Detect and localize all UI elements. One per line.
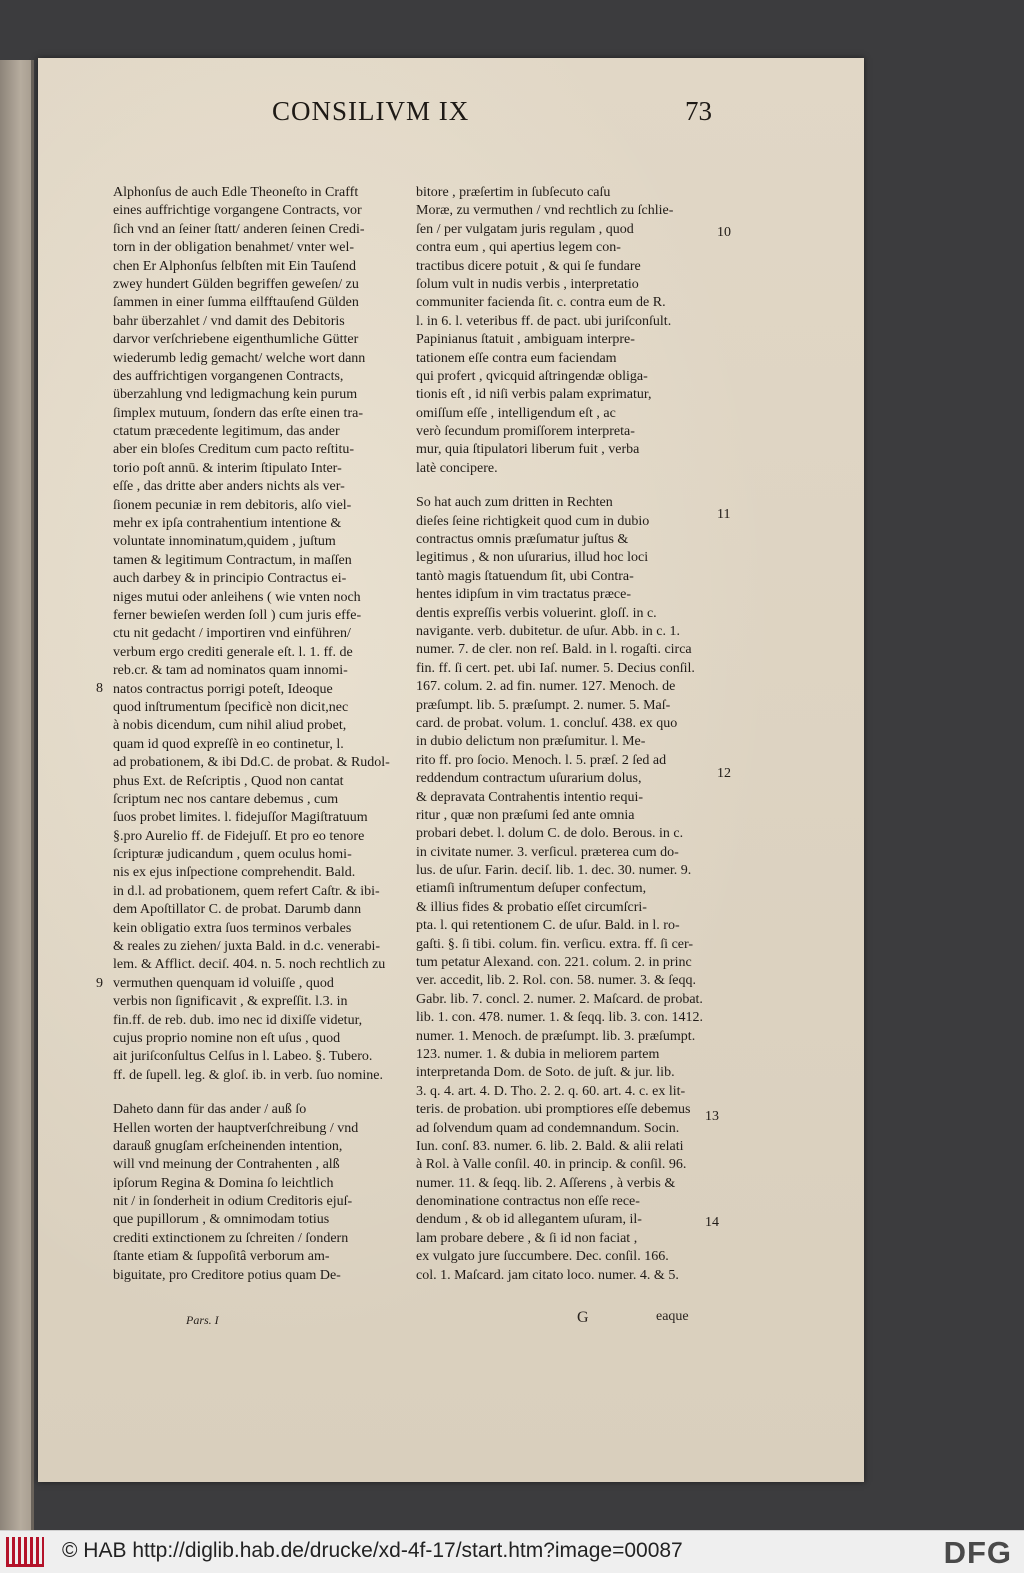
text-line: ſammen in einer ſumma eilfftauſend Gülden [113,295,359,311]
text-line: in dubio delictum non præſumitur. l. Me- [416,734,646,750]
viewer-footer-bar [0,1530,1024,1573]
text-line: lam probare debere , & ſi id non faciat , [416,1230,638,1246]
text-line: Moræ, zu vermuthen / vnd rechtlich zu ſchlie- [416,203,674,219]
text-line: voluntate innominatum,quidem , juſtum [113,534,336,550]
text-line: niges mutui oder anleihens ( wie vnten noch [113,589,361,605]
text-line: navigante. verb. dubitetur. de uſur. Abb. in c. 1. [416,623,681,639]
right-paragraph-1 [416,184,712,478]
text-line: & depravata Contrahentis intentio requi- [416,789,644,805]
text-line: verbis non ſignificavit , & expreſſit. l.3. in [113,994,348,1010]
library-logo-icon [6,1537,44,1567]
left-paragraph-2 [113,1101,405,1285]
adjacent-page-edge [0,60,34,1530]
text-line: auch darbey & in principio Contractus ei- [113,571,347,587]
text-line: gaſti. §. ſi tibi. colum. fin. verſicu. extra. ff. ſi cer- [416,936,694,952]
running-title: CONSILIVM IX [272,96,470,126]
right-paragraph-2 [416,494,712,1285]
text-line: 167. colum. 2. ad fin. numer. 127. Menoch. de [416,679,676,695]
left-text-column [113,184,405,1285]
text-line: Alphonſus de auch Edle Theoneſto in Crafft [113,185,359,200]
text-line: rito ff. pro ſocio. Menoch. l. 5. præſ. 2 ſed ad [416,752,667,768]
text-line: reb.cr. & tam ad nominatos quam innomi- [113,663,348,679]
copyright-url-link[interactable]: © HAB http://diglib.hab.de/drucke/xd-4f-17/start.htm?image=00087 [62,1539,683,1562]
text-line: darauß gnugſam erſcheinenden intention, [113,1138,343,1154]
text-line: ritur , quæ non præſumi ſed ante omnia [416,807,635,823]
text-line: quam id quod expreſſè in eo continetur, l. [113,736,344,752]
text-line: crediti extinctionem zu ſchreiten / ſondern [113,1230,349,1246]
text-line: ad probationem, & ibi Dd.C. de probat. & Rudol- [113,755,390,771]
text-line: phus Ext. de Reſcriptis , Quod non cantat [113,773,344,789]
left-paragraph-1 [113,184,405,1085]
text-line: lem. & Afflict. deciſ. 404. n. 5. noch rechtlich zu [113,957,386,973]
text-line: cujus proprio nomine non eſt uſus , quod [113,1030,341,1046]
margin-note-10: 10 [717,225,731,240]
text-line: ff. de ſupell. leg. & gloſ. ib. in verb. ſuo nomine. [113,1067,383,1083]
text-line: tractibus dicere potuit , & qui ſe fundare [416,258,641,274]
text-line: aber ein bloſes Creditum cum pacto reſtitu- [113,442,355,458]
text-line: tationem eſſe contra eum faciendam [416,350,617,366]
text-line: torio poſt annū. & interim ſtipulato Inter- [113,460,342,476]
text-line: numer. 7. de cler. non reſ. Bald. in l. rogaſti. circa [416,642,692,658]
text-line: nit / in ſonderheit in odium Creditoris ejuſ- [113,1194,353,1210]
text-line: qui profert , qvicquid aſtringendæ obliga- [416,368,648,384]
text-line: Gabr. lib. 7. concl. 2. numer. 2. Maſcard. de probat. [416,991,703,1007]
text-line: zwey hundert Gülden begriffen geweſen/ zu [113,276,359,292]
text-line: ait juriſconſultus Celſus in l. Labeo. §. Tubero. [113,1049,373,1065]
text-line: lus. de uſur. Farin. deciſ. lib. 1. dec. 30. numer. 9. [416,863,692,879]
text-line: ſolum vult in nudis verbis , interpretatio [416,276,639,292]
text-line: kein obligatio extra ſuos terminos verbales [113,920,352,936]
text-line: ſionem pecuniæ in rem debitoris, alſo viel- [113,497,352,513]
text-line: biguitate, pro Creditore potius quam De- [113,1267,341,1283]
text-line: in d.l. ad probationem, quem refert Caſtr. & ibi- [113,883,380,899]
catchword: eaque [656,1309,689,1324]
text-line: des auffrichtigen vorgangenen Contracts, [113,368,344,384]
text-line: eines auffrichtige vorgangene Contracts, vor [113,203,362,219]
text-line: omiſſum eſſe , intelligendum eſt , ac [416,405,616,421]
margin-note-11: 11 [717,507,731,522]
margin-note-9: 9 [96,976,103,991]
text-line: numer. 11. & ſeqq. lib. 2. Aſſerens , à verbis & [416,1175,676,1191]
text-line: eſſe , das dritte aber anders nichts als ver- [113,479,345,495]
text-line: dendum , & ob id allegantem uſuram, il- [416,1212,642,1228]
text-line: ſich vnd an ſeiner ſtatt/ anderen ſeinen Credi- [113,221,365,237]
text-line: Papinianus ſtatuit , ambiguam interpre- [416,332,635,348]
text-line: hentes idipſum in vim tractatus præce- [416,587,632,603]
text-line: Iun. conſ. 83. numer. 6. lib. 2. Bald. & alii relati [416,1138,684,1154]
text-line: & illius fides & probatio eſſet circumſcri- [416,899,647,915]
text-line: à nobis dicendum, cum nihil aliud probet, [113,718,347,734]
text-line: chen Er Alphonſus ſelbſten mit Ein Tauſend [113,258,356,274]
text-line: fin. ff. ſi cert. pet. ubi Iaſ. numer. 5. Decius conſil. [416,660,695,676]
text-line: in civitate numer. 3. verſicul. præterea cum do- [416,844,679,860]
text-line: tamen & legitimum Contractum, in maſſen [113,552,352,568]
text-line: So hat auch zum dritten in Rechten [416,495,613,511]
text-line: & reales zu ziehen/ juxta Bald. in d.c. venerabi- [113,939,381,955]
text-line: l. in 6. l. veteribus ff. de pact. ubi juriſconſult. [416,313,672,329]
text-line: reddendum contractum uſurarium dolus, [416,771,642,787]
text-line: pta. l. qui retentionem C. de uſur. Bald. in l. ro- [416,918,680,934]
text-line: vermuthen quenquam id voluiſſe , quod [113,975,334,991]
text-line: ſuos probet limites. l. fidejuſſor Magiſtratuum [113,810,368,826]
text-line: tantò magis ſtatuendum ſit, ubi Contra- [416,568,634,584]
text-line: à Rol. à Valle conſil. 40. in princip. & conſil. 96. [416,1157,687,1173]
text-line: etiamſi inſtrumentum deſuper confectum, [416,881,647,897]
text-line: tionis eſt , id niſi verbis palam exprimatur, [416,387,652,403]
text-line: bahr überzahlet / vnd damit des Debitoris [113,313,345,329]
text-line: numer. 1. Menoch. de præſumpt. lib. 3. præſumpt. [416,1028,696,1044]
text-line: que pupillorum , & omnimodam totius [113,1212,330,1228]
text-line: wiederumb ledig gemacht/ welche wort dann [113,350,366,366]
page-number: 73 [685,96,712,126]
text-line: teris. de probation. ubi promptiores eſſe debemus [416,1102,691,1118]
text-line: ſcripturæ judicandum , quem oculus homi- [113,847,352,863]
text-line: verò ſecundum promiſſorem interpreta- [416,424,635,440]
text-line: ſtante etiam & ſuppoſitâ verborum am- [113,1249,330,1265]
text-line: legitimus , & non uſurarius, illud hoc loci [416,550,649,566]
text-line: ſen / per vulgatam juris regulam , quod [416,221,634,237]
text-line: verbum ergo crediti generale eſt. l. 1. ff. de [113,644,353,660]
text-line: Hellen worten der hauptverſchreibung / vnd [113,1120,359,1136]
text-line: card. de probat. volum. 1. concluſ. 438. ex quo [416,715,678,731]
text-line: interpretanda Dom. de Soto. de juſt. & jur. lib. [416,1065,675,1081]
text-line: mehr ex ipſa contrahentium intentione & [113,516,342,532]
text-line: ſcriptum nec nos cantare debemus , cum [113,791,339,807]
dfg-logo: DFG [943,1535,1012,1570]
signature-mark: G [577,1309,589,1326]
margin-note-8: 8 [96,681,103,696]
margin-note-14: 14 [705,1215,719,1230]
text-line: mur, quia ſtipulatori liberum fuit , verba [416,442,640,458]
text-line: contractus omnis præſumatur juſtus & [416,532,629,548]
text-line: contra eum , qui apertius legem con- [416,240,621,256]
text-line: dentis expreſſis verbis voluerint. gloſſ. in c. [416,605,657,621]
text-line: will vnd meinung der Contrahenten , alß [113,1157,340,1173]
part-label: Pars. I [186,1313,219,1327]
text-line: ctu nit gedacht / importiren vnd einführen/ [113,626,351,642]
margin-note-13: 13 [705,1109,719,1124]
text-line: tum petatur Alexand. con. 221. colum. 2. in princ [416,955,692,971]
text-line: bitore , præſertim in ſubſecuto caſu [416,185,611,200]
text-line: §.pro Aurelio ff. de Fidejuſſ. Et pro eo tenore [113,828,365,844]
text-line: latè concipere. [416,460,498,476]
text-line: ferner bewieſen werden ſoll ) cum juris effe- [113,607,362,623]
text-line: 3. q. 4. art. 4. D. Tho. 2. 2. q. 60. art. 4. c. ex lit- [416,1083,686,1099]
text-line: ver. accedit, lib. 2. Rol. con. 58. numer. 3. & ſeqq. [416,973,696,989]
text-line: ctatum præcedente legitimum, das ander [113,424,340,440]
text-line: natos contractus porrigi poteſt, Ideoque [113,681,333,697]
text-line: dieſes ſeine richtigkeit quod cum in dubio [416,513,650,529]
text-line: fin.ff. de reb. dub. imo nec id dixiſſe videtur, [113,1012,363,1028]
text-line: probari debet. l. dolum C. de dolo. Berous. in c. [416,826,684,842]
text-line: communiter facienda ſit. c. contra eum de R. [416,295,666,311]
text-line: ex vulgato jure ſuccumbere. Dec. conſil. 166. [416,1249,669,1265]
text-line: denominatione contractus non eſſe rece- [416,1194,640,1210]
text-line: præſumpt. lib. 5. præſumpt. 2. numer. 5. Maſ- [416,697,671,713]
text-line: ipſorum Regina & Domina ſo leichtlich [113,1175,334,1191]
text-line: dem Apoſtillator C. de probat. Darumb dann [113,902,362,918]
text-line: quod inſtrumentum ſpecificè non dicit,nec [113,699,349,715]
text-line: 123. numer. 1. & dubia in meliorem partem [416,1046,660,1062]
right-text-column [416,184,712,1285]
text-line: col. 1. Maſcard. jam citato loco. numer. 4. & 5. [416,1267,679,1283]
text-line: Daheto dann für das ander / auß ſo [113,1102,307,1118]
text-line: torn in der obligation benahmet/ vnter wel- [113,240,355,256]
text-line: nis ex ejus inſpectione comprehendit. Bald. [113,865,356,881]
margin-note-12: 12 [717,766,731,781]
text-line: überzahlung vnd ledigmachung kein purum [113,387,358,403]
text-line: lib. 1. con. 478. numer. 1. & ſeqq. lib. 3. con. 1412. [416,1010,703,1026]
text-line: ſimplex mutuum, ſondern das erſte einen tra- [113,405,363,421]
text-line: darvor verſchriebene eigenthumliche Gütter [113,332,359,348]
page-header [272,96,712,140]
text-line: ad ſolvendum quam ad condemnandum. Socin. [416,1120,680,1136]
